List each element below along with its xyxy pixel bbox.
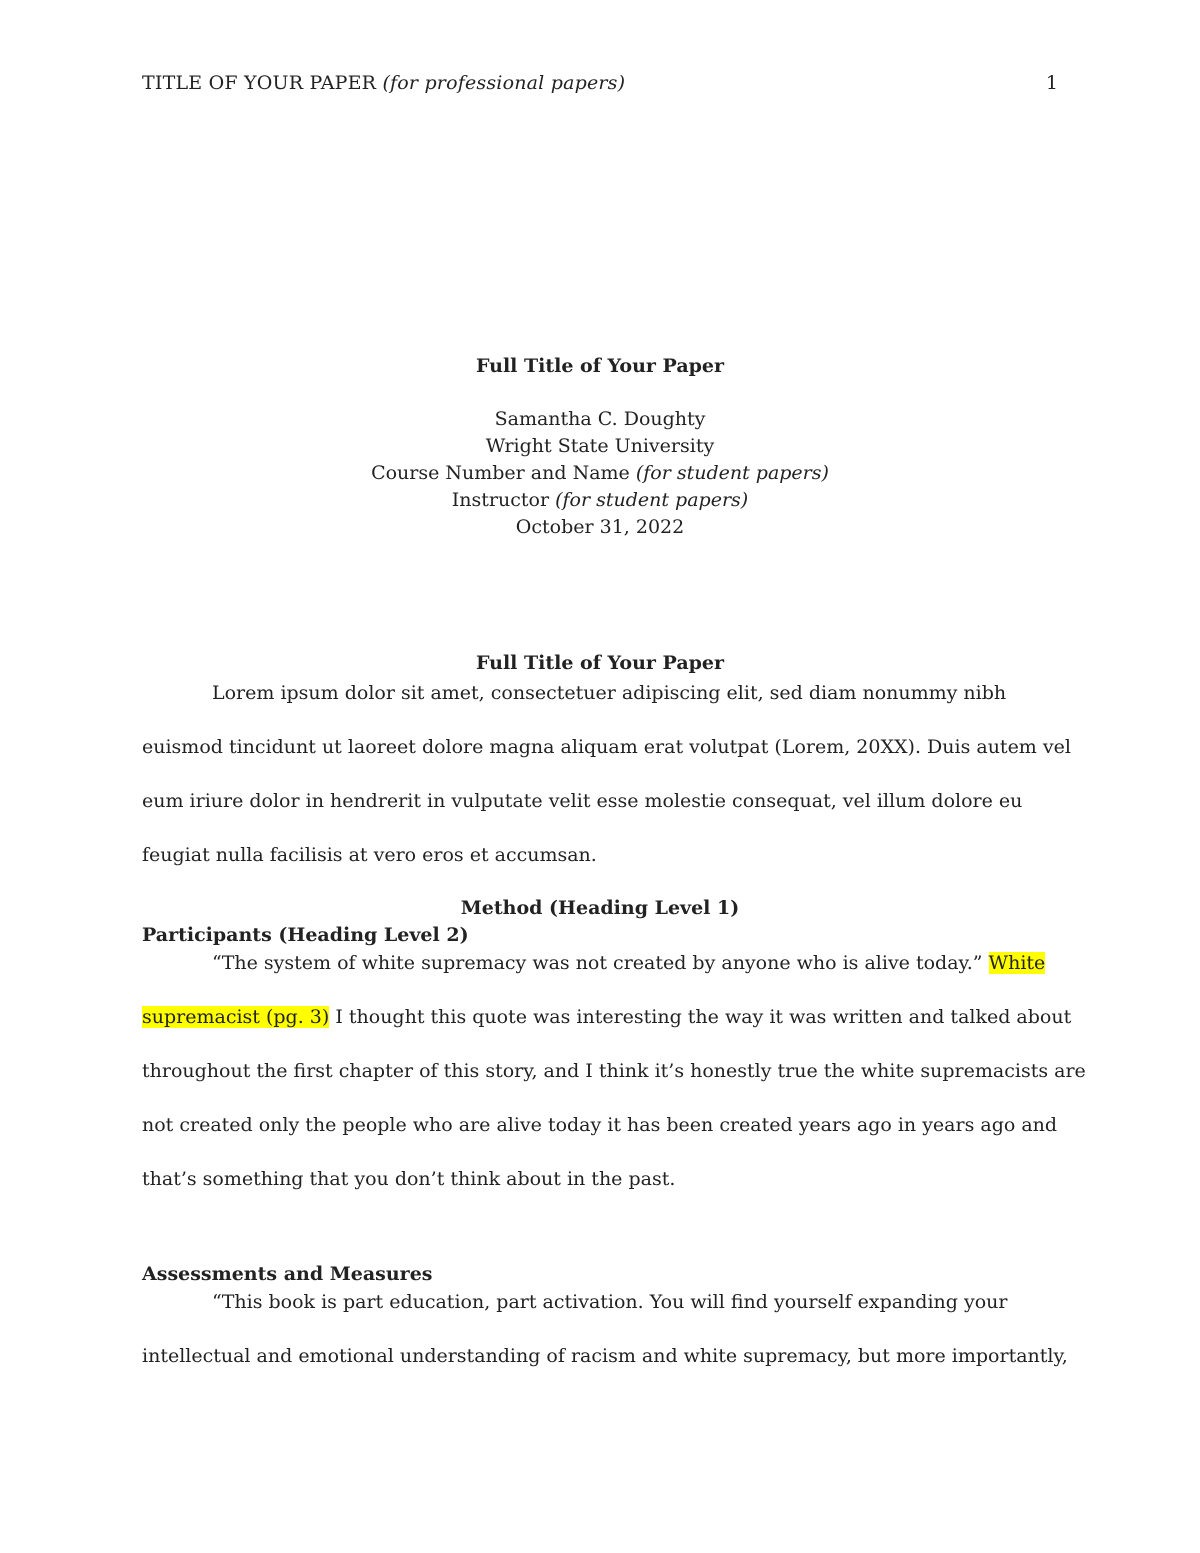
paper-title: Full Title of Your Paper bbox=[475, 355, 725, 377]
heading-assessments: Assessments and Measures bbox=[142, 1263, 433, 1285]
course-note: (for student papers) bbox=[635, 462, 829, 484]
intro-paragraph bbox=[142, 666, 1071, 882]
course-name: Course Number and Name bbox=[371, 462, 630, 484]
heading-level-1: Method (Heading Level 1) bbox=[460, 897, 740, 919]
instructor-name: Instructor bbox=[451, 489, 550, 511]
paragraph-line: throughout the first chapter of this story, and I think it’s honestly true the white supremacists are bbox=[142, 1060, 1086, 1082]
paragraph-line: that’s something that you don’t think about in the past. bbox=[142, 1168, 676, 1190]
participants-paragraph bbox=[142, 936, 1086, 1206]
quote-text: “The system of white supremacy was not created by anyone who is alive today.” bbox=[212, 952, 989, 974]
institution: Wright State University bbox=[485, 435, 715, 457]
author-name: Samantha C. Doughty bbox=[494, 408, 706, 430]
running-head-note: (for professional papers) bbox=[382, 72, 626, 94]
paragraph-line: eum iriure dolor in hendrerit in vulputate velit esse molestie consequat, vel illum dolore eu bbox=[142, 790, 1023, 812]
paragraph-line bbox=[142, 936, 1062, 990]
page-number: 1 bbox=[1045, 72, 1058, 94]
instructor-line bbox=[142, 487, 1058, 514]
paragraph-line: feugiat nulla facilisis at vero eros et accumsan. bbox=[142, 844, 597, 866]
running-head-text: TITLE OF YOUR PAPER bbox=[142, 72, 377, 94]
course-line bbox=[142, 460, 1058, 487]
paragraph-line: euismod tincidunt ut laoreet dolore magna aliquam erat volutpat (Lorem, 20XX). Duis autem vel bbox=[142, 736, 1071, 758]
paragraph-line: “This book is part education, part activation. You will find yourself expanding your bbox=[212, 1291, 1008, 1313]
paragraph-text: I thought this quote was interesting the way it was written and talked about bbox=[329, 1006, 1072, 1028]
paragraph-line: not created only the people who are alive today it has been created years ago in years ago and bbox=[142, 1114, 1058, 1136]
assessments-paragraph bbox=[142, 1275, 1068, 1383]
instructor-note: (for student papers) bbox=[555, 489, 749, 511]
paragraph-line bbox=[142, 990, 1072, 1044]
paragraph-line: Lorem ipsum dolor sit amet, consectetuer adipiscing elit, sed diam nonummy nibh bbox=[212, 682, 1007, 704]
highlighted-text: White bbox=[988, 952, 1046, 974]
paragraph-line: intellectual and emotional understanding of racism and white supremacy, but more importantly, bbox=[142, 1345, 1068, 1367]
body-title: Full Title of Your Paper bbox=[475, 652, 725, 674]
heading-level-2: Participants (Heading Level 2) bbox=[142, 924, 469, 946]
paper-date: October 31, 2022 bbox=[515, 516, 685, 538]
running-head bbox=[142, 72, 625, 94]
highlighted-text: supremacist (pg. 3) bbox=[142, 1006, 330, 1028]
title-page-block bbox=[142, 353, 1058, 541]
